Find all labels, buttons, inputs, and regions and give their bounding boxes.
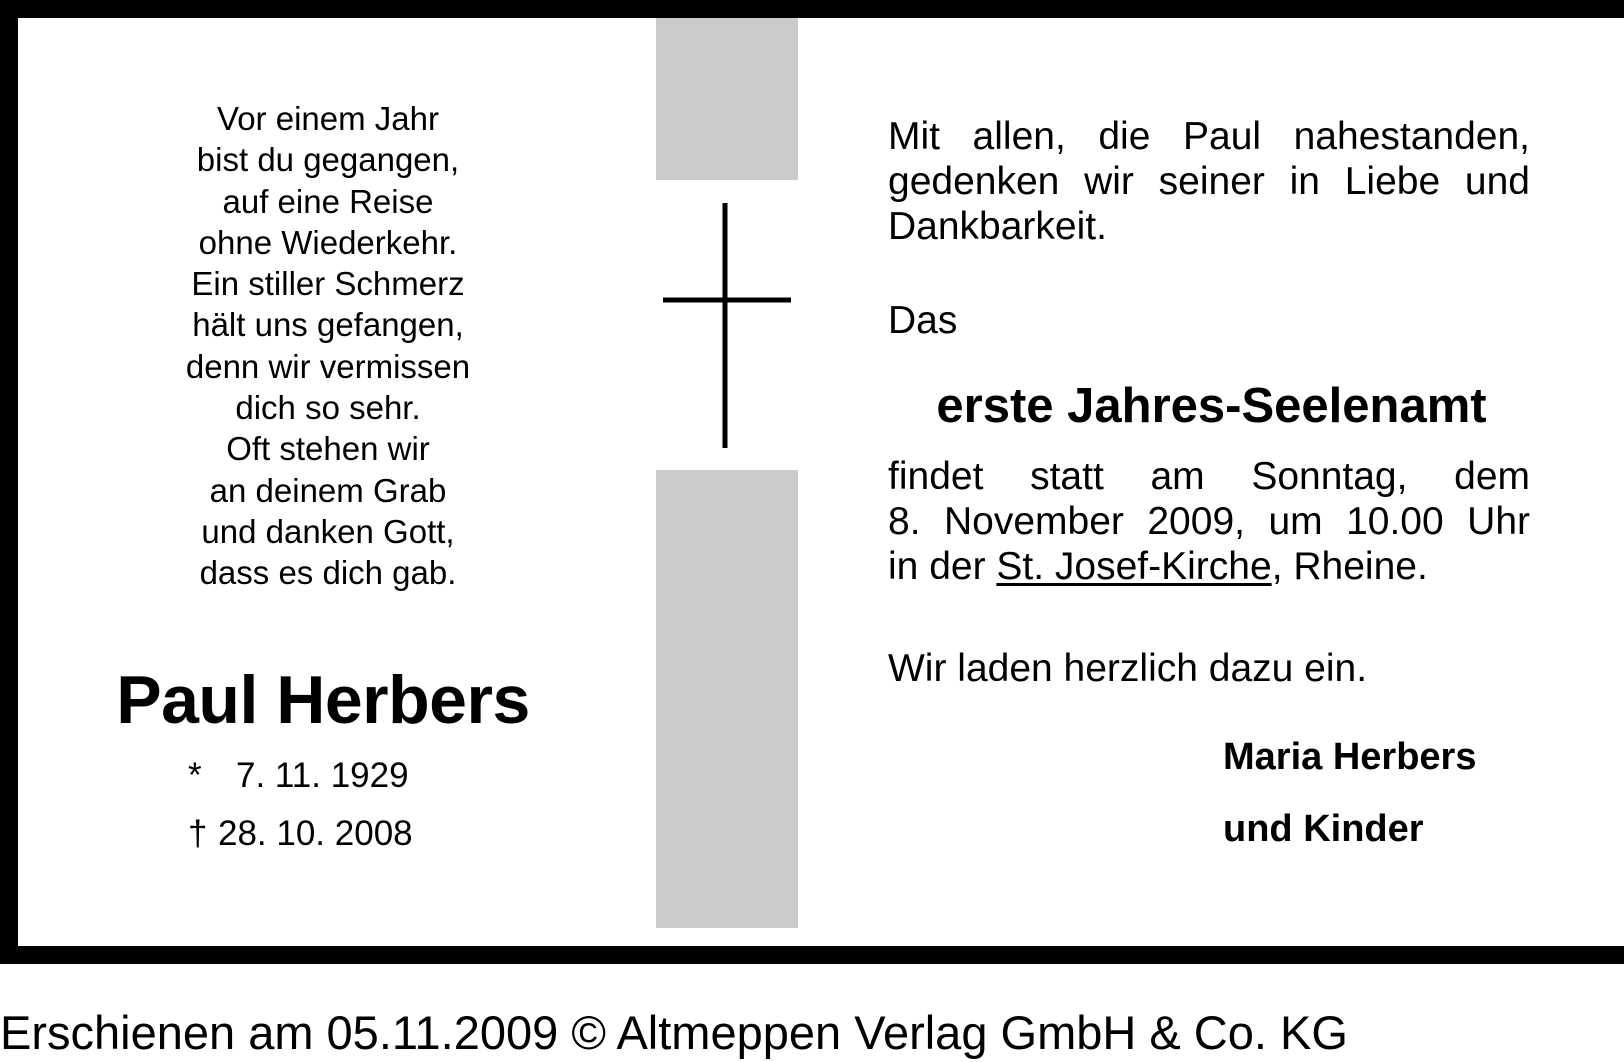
- signature-name: Maria Herbers: [1223, 736, 1477, 778]
- poem-line: denn wir vermissen: [185, 347, 471, 385]
- notice-content: [18, 18, 1606, 928]
- church-name: St. Josef-Kirche: [996, 545, 1272, 588]
- death-symbol: †: [188, 814, 208, 853]
- birth-symbol: *: [188, 756, 202, 795]
- poem-line: dass es dich gab.: [199, 554, 457, 592]
- memorial-poem: [148, 98, 508, 594]
- birth-date-row: [188, 756, 409, 796]
- death-date-row: [188, 814, 413, 854]
- poem-line: bist du gegangen,: [196, 141, 460, 179]
- intro-line: Dankbarkeit.: [888, 205, 1107, 248]
- poem-line: Vor einem Jahr: [217, 100, 439, 137]
- intro-paragraph: [888, 114, 1530, 249]
- intro-line: gedenken wir seiner in Liebe und: [888, 160, 1530, 203]
- location-suffix: , Rheine.: [1271, 545, 1428, 588]
- intro-line: Mit allen, die Paul nahestanden,: [888, 115, 1530, 158]
- location-prefix: in der: [888, 545, 997, 588]
- death-date: 28. 10. 2008: [218, 814, 413, 853]
- poem-line: ohne Wiederkehr.: [198, 223, 458, 261]
- poem-line: Ein stiller Schmerz: [191, 265, 465, 303]
- poem-line: Oft stehen wir: [226, 430, 430, 468]
- details-line: findet statt am Sonntag, dem: [888, 455, 1530, 498]
- deceased-name: Paul Herbers: [116, 662, 530, 738]
- cross-icon: [663, 203, 791, 448]
- publication-footer: Erschienen am 05.11.2009 © Altmeppen Verlag GmbH & Co. KG: [0, 1006, 1348, 1059]
- birth-date: 7. 11. 1929: [236, 756, 409, 795]
- divider-band-bottom: [656, 470, 798, 928]
- poem-line: auf eine Reise: [222, 182, 434, 220]
- poem-line: dich so sehr.: [235, 389, 421, 427]
- poem-line: hält uns gefangen,: [192, 306, 464, 344]
- divider-band-top: [656, 18, 798, 180]
- poem-line: und danken Gott,: [201, 512, 455, 550]
- details-line: 8. November 2009, um 10.00 Uhr: [888, 500, 1530, 543]
- das-text: Das: [888, 299, 958, 342]
- service-title: erste Jahres-Seelenamt: [936, 379, 1487, 433]
- invitation-text: Wir laden herzlich dazu ein.: [888, 647, 1368, 690]
- service-details: [888, 454, 1530, 589]
- details-line-location: [888, 544, 1530, 589]
- signature-family: und Kinder: [1223, 808, 1424, 850]
- poem-line: an deinem Grab: [209, 471, 447, 509]
